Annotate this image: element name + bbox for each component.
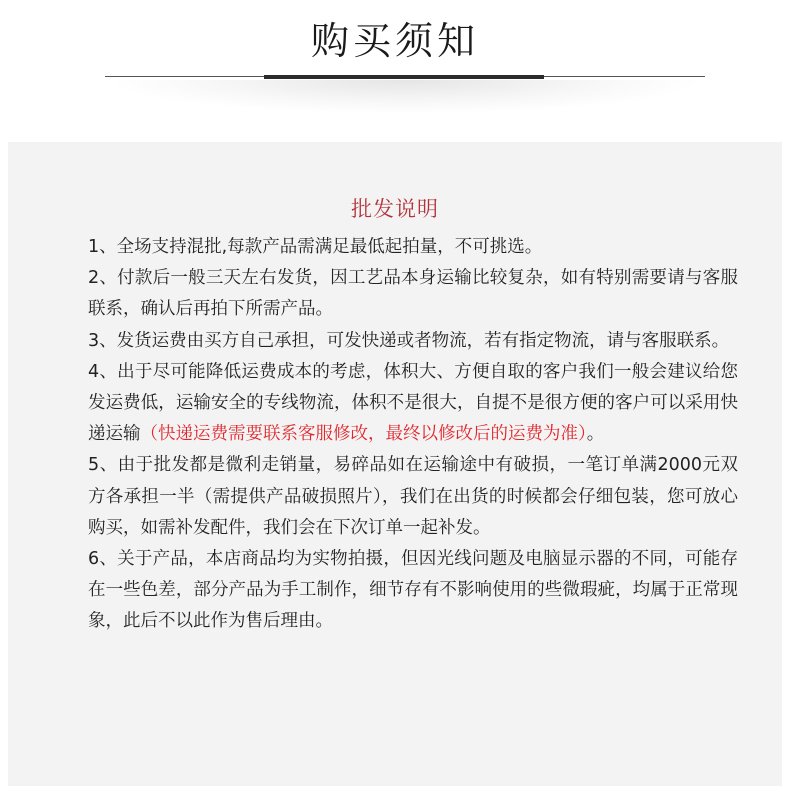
page-title: 购买须知	[310, 19, 479, 63]
notice-item-4-text: 4、出于尽可能降低运费成本的考虑，体积大、方便自取的客户我们一般会建议给您发运费低，运输安全的专线物流，体积不是很大，自提不是很方便的客户可以采用快递运输	[88, 361, 738, 445]
header	[0, 0, 790, 130]
notice-item-5: 5、由于批发都是微利走销量，易碎品如在运输途中有破损，一笔订单满2000元双方各承担一半（需提供产品破损照片），我们在出货的时候都会仔细包装，您可放心购买，如需补发配件，我们会在下次订单一起补发。	[88, 455, 738, 538]
notice-item-1: 1、全场支持混批,每款产品需满足最低起拍量，不可挑选。	[88, 237, 543, 257]
notice-item-6: 6、关于产品，本店商品均为实物拍摄，但因光线问题及电脑显示器的不同，可能存在一些色差，部分产品为手工制作，细节存有不影响使用的些微瑕疵，均属于正常现象，此后不以此作为售后理由。	[88, 549, 738, 632]
notice-list	[88, 232, 738, 638]
title-shadow	[105, 80, 705, 114]
notice-item-3: 3、发货运费由买方自己承担，可发快递或者物流，若有指定物流，请与客服联系。	[88, 330, 730, 351]
notice-item-4	[88, 357, 738, 451]
notice-item-2: 2、付款后一般三天左右发货，因工艺品本身运输比较复杂，如有特别需要请与客服联系，确认后再拍下所需产品。	[88, 268, 738, 320]
section-title: 批发说明	[351, 197, 439, 221]
notice-item-4-tail: 。	[586, 424, 605, 445]
title-underline-accent	[264, 75, 544, 79]
notice-item-4-highlight: （快递运费需要联系客服修改，最终以修改后的运费为准）	[140, 424, 587, 445]
notice-panel	[8, 142, 782, 786]
